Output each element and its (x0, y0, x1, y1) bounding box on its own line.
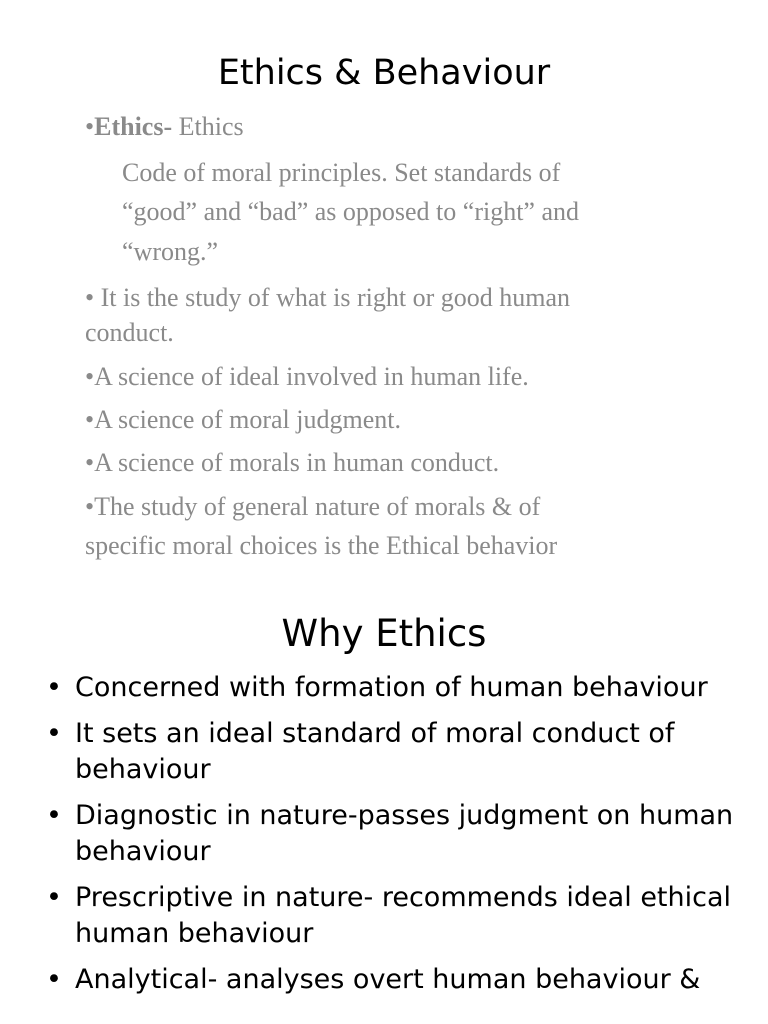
bullet: • (46, 882, 62, 913)
list-item-text: Analytical- analyses overt human behaviour & (75, 964, 701, 995)
list-item (46, 880, 746, 952)
bullet: • (46, 718, 62, 749)
slide-why-ethics (0, 590, 768, 1024)
point-line: • It is the study of what is right or good human (85, 283, 570, 312)
definition-word: Ethics (172, 112, 244, 141)
point-line: •A science of morals in human conduct. (85, 448, 500, 477)
point-line: conduct. (85, 318, 174, 347)
point-line: specific moral choices is the Ethical behavior (85, 531, 558, 560)
point-line: •A science of moral judgment. (85, 405, 401, 434)
list-item-text: Prescriptive in nature- recommends ideal ethical human behaviour (75, 882, 732, 949)
definition-line: “wrong.” (122, 237, 219, 266)
list-item (46, 798, 746, 870)
definition-line: Code of moral principles. Set standards of (122, 158, 561, 187)
definition-line: “good” and “bad” as opposed to “right” and (122, 197, 580, 226)
point-line: •A science of ideal involved in human life. (85, 362, 529, 391)
definition-heading (85, 107, 244, 147)
bullet: • (46, 672, 62, 703)
point-line: •The study of general nature of morals & of (85, 492, 541, 521)
slide-title: Why Ethics (281, 612, 487, 655)
list-item (46, 716, 746, 788)
list-item (46, 962, 746, 998)
bullet: • (46, 964, 62, 995)
definition-term: Ethics- (94, 112, 173, 141)
bullet: • (85, 112, 95, 141)
bullet-list (46, 670, 746, 1008)
list-item-text: Diagnostic in nature-passes judgment on human behaviour (75, 800, 734, 867)
slide-title: Ethics & Behaviour (217, 53, 551, 93)
list-item-text: Concerned with formation of human behaviour (75, 672, 708, 703)
list-item-text: It sets an ideal standard of moral conduct of behaviour (75, 718, 675, 785)
list-item (46, 670, 746, 706)
bullet: • (46, 800, 62, 831)
